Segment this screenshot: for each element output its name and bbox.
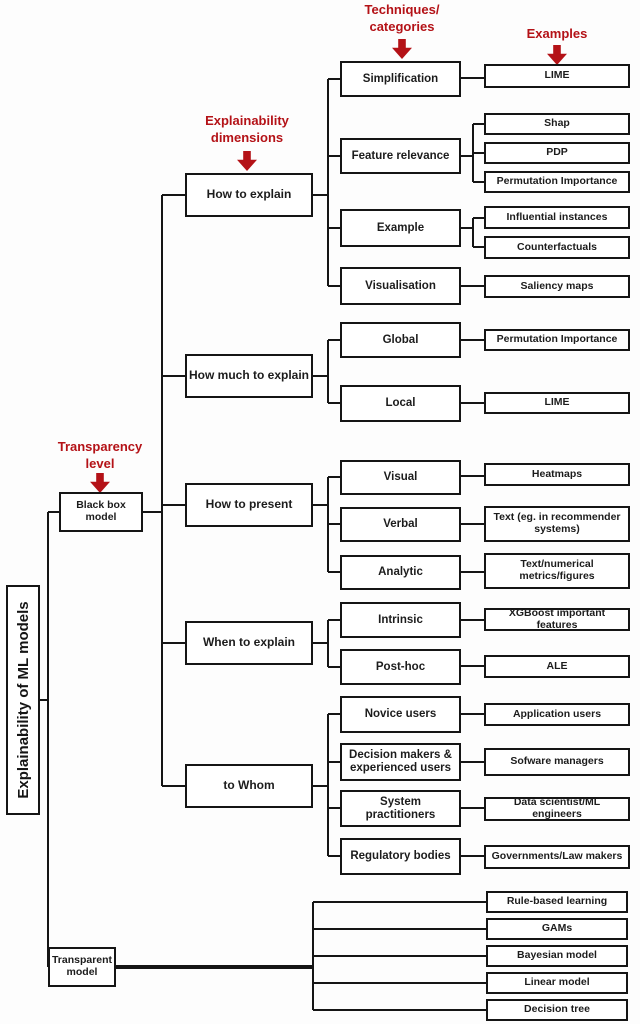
node-ex-governments-law-makers: Governments/Law makers: [484, 845, 630, 869]
node-ex-pdp: PDP: [484, 142, 630, 164]
node-tech-analytic: Analytic: [340, 555, 461, 590]
transparency-level-label-line1: Transparency: [57, 439, 143, 454]
node-tech-local: Local: [340, 385, 461, 422]
node-dim-how-to-explain: How to explain: [185, 173, 313, 217]
node-tech-post-hoc: Post-hoc: [340, 649, 461, 685]
node-tech-novice-users: Novice users: [340, 696, 461, 733]
techniques-categories-label-line1: Techniques/: [364, 2, 440, 17]
node-root-label: Explainability of ML models: [14, 601, 32, 799]
node-ex-counterfactuals: Counterfactuals: [484, 236, 630, 259]
node-ex-permutation-importance-global: Permutation Importance: [484, 329, 630, 351]
node-ex-lime-local: LIME: [484, 392, 630, 414]
node-dim-how-much-to-explain: How much to explain: [185, 354, 313, 398]
node-ex-xgboost-features: XGBoost important features: [484, 608, 630, 631]
node-ex-text-recommender: Text (eg. in recommender systems): [484, 506, 630, 542]
explainability-dimensions-label: [177, 112, 317, 146]
node-ex-shap: Shap: [484, 113, 630, 135]
examples-label-line1: Examples: [526, 26, 588, 41]
node-tech-intrinsic: Intrinsic: [340, 602, 461, 638]
explainability-dimensions-label-line2: dimensions: [210, 130, 284, 145]
node-dim-to-whom: to Whom: [185, 764, 313, 808]
node-black-box-model: Black box model: [59, 492, 143, 532]
node-tech-simplification: Simplification: [340, 61, 461, 97]
node-tech-global: Global: [340, 322, 461, 358]
node-ex-influential-instances: Influential instances: [484, 206, 630, 229]
node-decision-tree: Decision tree: [486, 999, 628, 1021]
node-ex-application-users: Application users: [484, 703, 630, 726]
node-dim-when-to-explain: When to explain: [185, 621, 313, 665]
techniques-categories-label: [332, 1, 472, 35]
node-tech-regulatory-bodies: Regulatory bodies: [340, 838, 461, 875]
node-dim-how-to-present: How to present: [185, 483, 313, 527]
node-bayesian-model: Bayesian model: [486, 945, 628, 967]
node-tech-system-practitioners: System practitioners: [340, 790, 461, 827]
node-ex-saliency-maps: Saliency maps: [484, 275, 630, 298]
node-ex-permutation-importance: Permutation Importance: [484, 171, 630, 193]
transparency-level-label: [30, 438, 170, 472]
node-tech-decision-makers: Decision makers & experienced users: [340, 743, 461, 781]
explainability-dimensions-label-line1: Explainability: [205, 113, 289, 128]
node-rule-based-learning: Rule-based learning: [486, 891, 628, 913]
techniques-categories-label-line2: categories: [369, 19, 435, 34]
node-tech-verbal: Verbal: [340, 507, 461, 542]
node-tech-visual: Visual: [340, 460, 461, 495]
node-tech-visualisation: Visualisation: [340, 267, 461, 305]
node-ex-sofware-managers: Sofware managers: [484, 748, 630, 776]
node-gams: GAMs: [486, 918, 628, 940]
node-ex-text-numerical: Text/numerical metrics/figures: [484, 553, 630, 589]
node-ex-ale: ALE: [484, 655, 630, 678]
node-tech-feature-relevance: Feature relevance: [340, 138, 461, 174]
node-ex-data-scientist-ml-engineers: Data scientist/ML engineers: [484, 797, 630, 821]
node-tech-example: Example: [340, 209, 461, 247]
node-transparent-model: Transparent model: [48, 947, 116, 987]
node-linear-model: Linear model: [486, 972, 628, 994]
node-root: [6, 585, 40, 815]
node-ex-heatmaps: Heatmaps: [484, 463, 630, 486]
examples-label: [487, 25, 627, 42]
transparency-level-label-line2: level: [85, 456, 115, 471]
node-ex-lime: LIME: [484, 64, 630, 88]
